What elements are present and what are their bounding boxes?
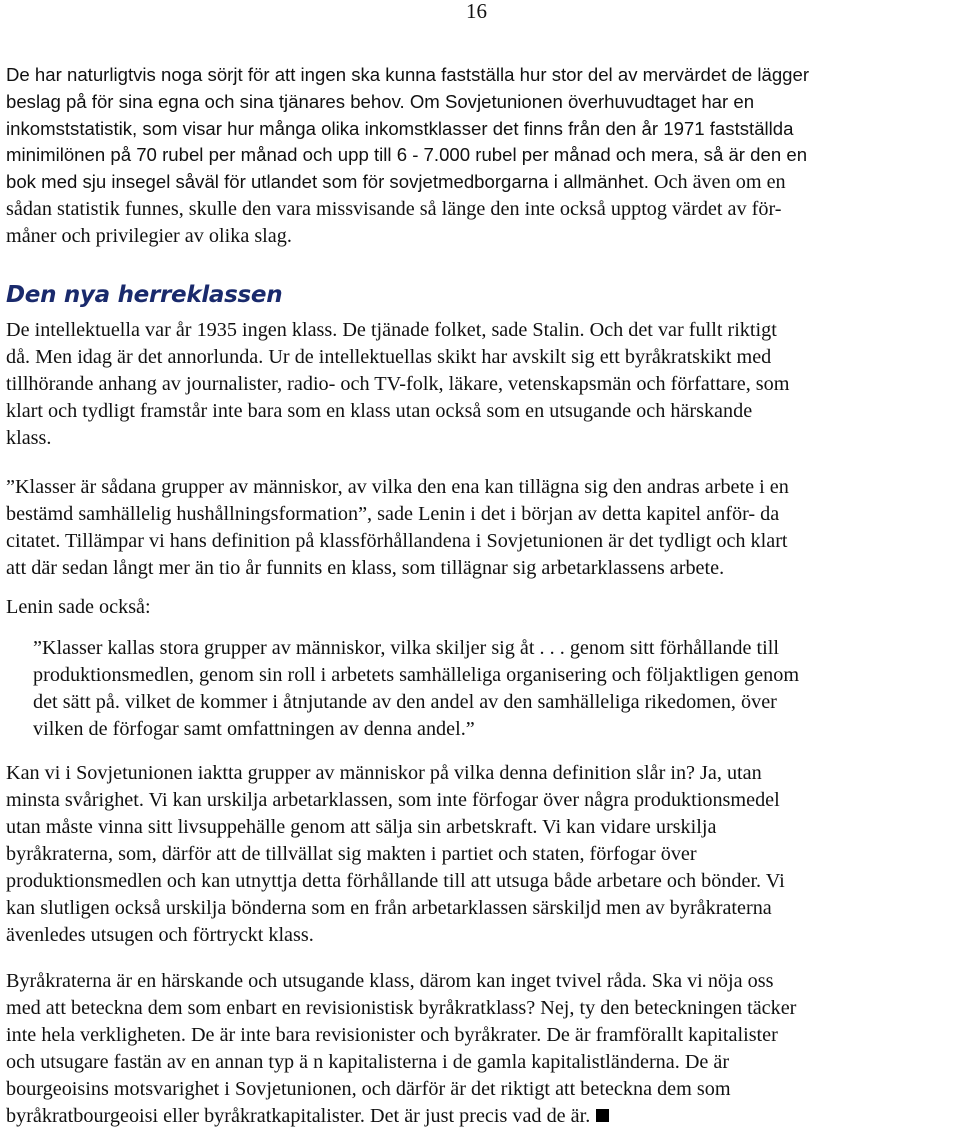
- text-line: kan slutligen också urskilja bönderna som en från arbetarklassen särskiljd men av byråkraterna: [6, 897, 772, 919]
- paragraph-classes: [6, 760, 954, 949]
- paragraph-intellectuals: [6, 317, 954, 452]
- text-line: klass.: [6, 427, 52, 449]
- text-line: Byråkraterna är en härskande och utsugande klass, därom kan inget tvivel råda. Ska vi nöja oss: [6, 970, 774, 992]
- text-line: produktionsmedlen och kan utnyttja detta förhållande till att utsuga både arbetare och bönder. Vi: [6, 870, 785, 892]
- intro-tail: Och även om en: [648, 171, 786, 194]
- quote-line: ”Klasser kallas stora grupper av människor, vilka skiljer sig åt . . . genom sitt förhållande till: [33, 637, 779, 659]
- intro-tail: måner och privilegier av olika slag.: [6, 224, 292, 247]
- intro-tail: sådan statistik funnes, skulle den vara missvisande så länge den inte också upptog värdet av för-: [6, 197, 782, 220]
- text-line: bestämd samhällelig hushållningsformation”, sade Lenin i det i början av detta kapitel anför- da: [6, 503, 780, 525]
- text-line: klart och tydligt framstår inte bara som en klass utan också som en utsugande och härskande: [6, 400, 753, 422]
- quote-line: produktionsmedlen, genom sin roll i arbetets samhälleliga organisering och följaktligen genom: [33, 664, 800, 686]
- section-heading: Den nya herreklassen: [6, 282, 283, 308]
- quote-line: vilken de förfogar samt omfattningen av denna andel.”: [33, 718, 475, 740]
- page-number: 16: [466, 0, 487, 23]
- block-quote: [33, 635, 951, 743]
- text-line: citatet. Tillämpar vi hans definition på klassförhållandena i Sovjetunionen är det tydligt och klart: [6, 530, 788, 552]
- text-line: att där sedan långt mer än tio år funnits en klass, som tillägnar sig arbetarklassens arbete.: [6, 557, 725, 579]
- paragraph-bureaucrats: [6, 968, 954, 1130]
- text-line: Kan vi i Sovjetunionen iaktta grupper av människor på vilka denna definition slår in? Ja, utan: [6, 762, 762, 784]
- intro-line: beslag på för sina egna och sina tjänares behov. Om Sovjetunionen överhuvudtaget har en: [6, 90, 755, 112]
- text-line: då. Men idag är det annorlunda. Ur de intellektuellas skikt har avskilt sig ett byråkratskikt med: [6, 346, 772, 368]
- text-line: ävenledes utsugen och förtryckt klass.: [6, 924, 314, 946]
- text-line: byråkratbourgeoisi eller byråkratkapitalister. Det är just precis vad de är.: [6, 1105, 591, 1127]
- intro-line: bok med sju insegel såväl för utlandet som för sovjetmedborgarna i allmänhet.: [6, 171, 649, 193]
- intro-line: minimilönen på 70 rubel per månad och upp till 6 - 7.000 rubel per månad och mera, så är den en: [6, 144, 808, 166]
- text-line: minsta svårighet. Vi kan urskilja arbetarklassen, som inte förfogar över några produktionsmedel: [6, 789, 780, 811]
- text-line: De intellektuella var år 1935 ingen klass. De tjänade folket, sade Stalin. Och det var fullt riktigt: [6, 319, 777, 341]
- paragraph-lenin-definition: [6, 474, 954, 582]
- end-of-section-square-icon: [596, 1109, 609, 1122]
- text-line: tillhörande anhang av journalister, radio- och TV-folk, läkare, vetenskapsmän och författare, som: [6, 373, 790, 395]
- intro-line: De har naturligtvis noga sörjt för att ingen ska kunna fastställa hur stor del av mervärdet de lägger: [6, 64, 810, 85]
- intro-line: inkomststatistik, som visar hur många olika inkomstklasser det finns från den år 1971 fastställda: [6, 117, 794, 139]
- text-line: bourgeoisins motsvarighet i Sovjetunionen, och därför är det riktigt att beteckna dem som: [6, 1078, 731, 1100]
- text-line: och utsugare fastän av en annan typ ä n kapitalisterna i de gamla kapitalistländerna. De är: [6, 1051, 730, 1073]
- text-line: med att beteckna dem som enbart en revisionistisk byråkratklass? Nej, ty den beteckningen täcker: [6, 997, 797, 1019]
- text-line: Lenin sade också:: [6, 596, 151, 618]
- text-line: inte hela verkligheten. De är inte bara revisionister och byråkrater. De är framförallt kapitalister: [6, 1024, 778, 1046]
- paragraph-intro: [6, 62, 954, 250]
- text-line: utan måste vinna sitt livsuppehälle genom att sälja sin arbetskraft. Vi kan vidare urskilja: [6, 816, 717, 838]
- text-line: byråkraterna, som, därför att de tillvällat sig makten i partiet och staten, förfogar över: [6, 843, 697, 865]
- paragraph-lenin-said: [6, 594, 954, 621]
- quote-line: det sätt på. vilket de kommer i åtnjutande av den andel av den samhälleliga rikedomen, över: [33, 691, 777, 713]
- text-line: ”Klasser är sådana grupper av människor, av vilka den ena kan tillägna sig den andras arbete i en: [6, 476, 789, 498]
